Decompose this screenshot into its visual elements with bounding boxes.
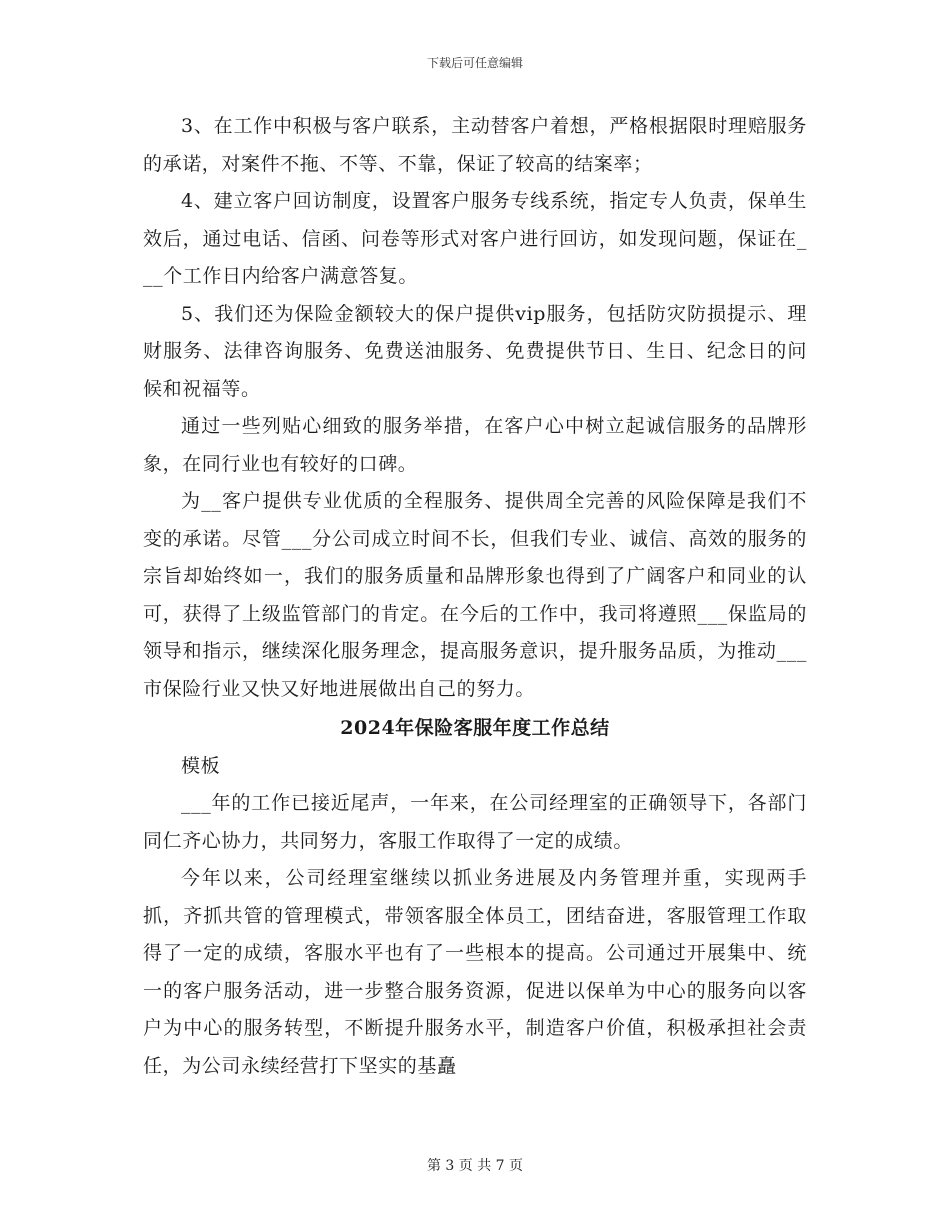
section-heading: 2024年保险客服年度工作总结 (340, 717, 610, 739)
paragraph-intro: ___年的工作已接近尾声，一年来，在公司经理室的正确领导下，各部门同仁齐心协力，共同努力，客服工作取得了一定的成绩。 (143, 792, 807, 852)
paragraph-item-3: 3、在工作中积极与客户联系，主动替客户着想，严格根据限时理赔服务的承诺，对案件不拖、不等、不靠，保证了较高的结案率； (143, 115, 807, 175)
paragraph-overview: 今年以来，公司经理室继续以抓业务进展及内务管理并重，实现两手抓，齐抓共管的管理模式，带领客服全体员工，团结奋进，客服管理工作取得了一定的成绩，客服水平也有了一些根本的提高。公司通过开展集中、统一的客户服务活动，进一步整合服务资源，促进以保单为中心的服务向以客户为中心的服务转型，不断提升服务水平，制造客户价值，积极承担社会责任，为公司永续经营打下坚实的基矗 (143, 867, 807, 1077)
paragraph-commitment: 为__客户提供专业优质的全程服务、提供周全完善的风险保障是我们不变的承诺。尽管___分公司成立时间不长，但我们专业、诚信、高效的服务的宗旨却始终如一，我们的服务质量和品牌形象也得到了广阔客户和同业的认可，获得了上级监管部门的肯定。在今后的工作中，我司将遵照___保监局的领导和指示，继续深化服务理念，提高服务意识，提升服务品质，为推动___市保险行业又快又好地进展做出自己的努力。 (143, 490, 807, 700)
document-body (143, 108, 807, 1085)
header-note: 下载后可任意编辑 (426, 56, 523, 70)
page-number: 第 3 页 共 7 页 (426, 1158, 524, 1174)
paragraph-template-label: 模板 (181, 754, 221, 777)
paragraph-item-5: 5、我们还为保险金额较大的保户提供vip服务，包括防灾防损提示、理财服务、法律咨询服务、免费送油服务、免费提供节日、生日、纪念日的问候和祝福等。 (143, 302, 807, 400)
paragraph-summary: 通过一些列贴心细致的服务举措，在客户心中树立起诚信服务的品牌形象，在同行业也有较好的口碑。 (143, 415, 807, 475)
paragraph-item-4: 4、建立客户回访制度，设置客户服务专线系统，指定专人负责，保单生效后，通过电话、信函、问卷等形式对客户进行回访，如发现问题，保证在___个工作日内给客户满意答复。 (143, 190, 807, 287)
